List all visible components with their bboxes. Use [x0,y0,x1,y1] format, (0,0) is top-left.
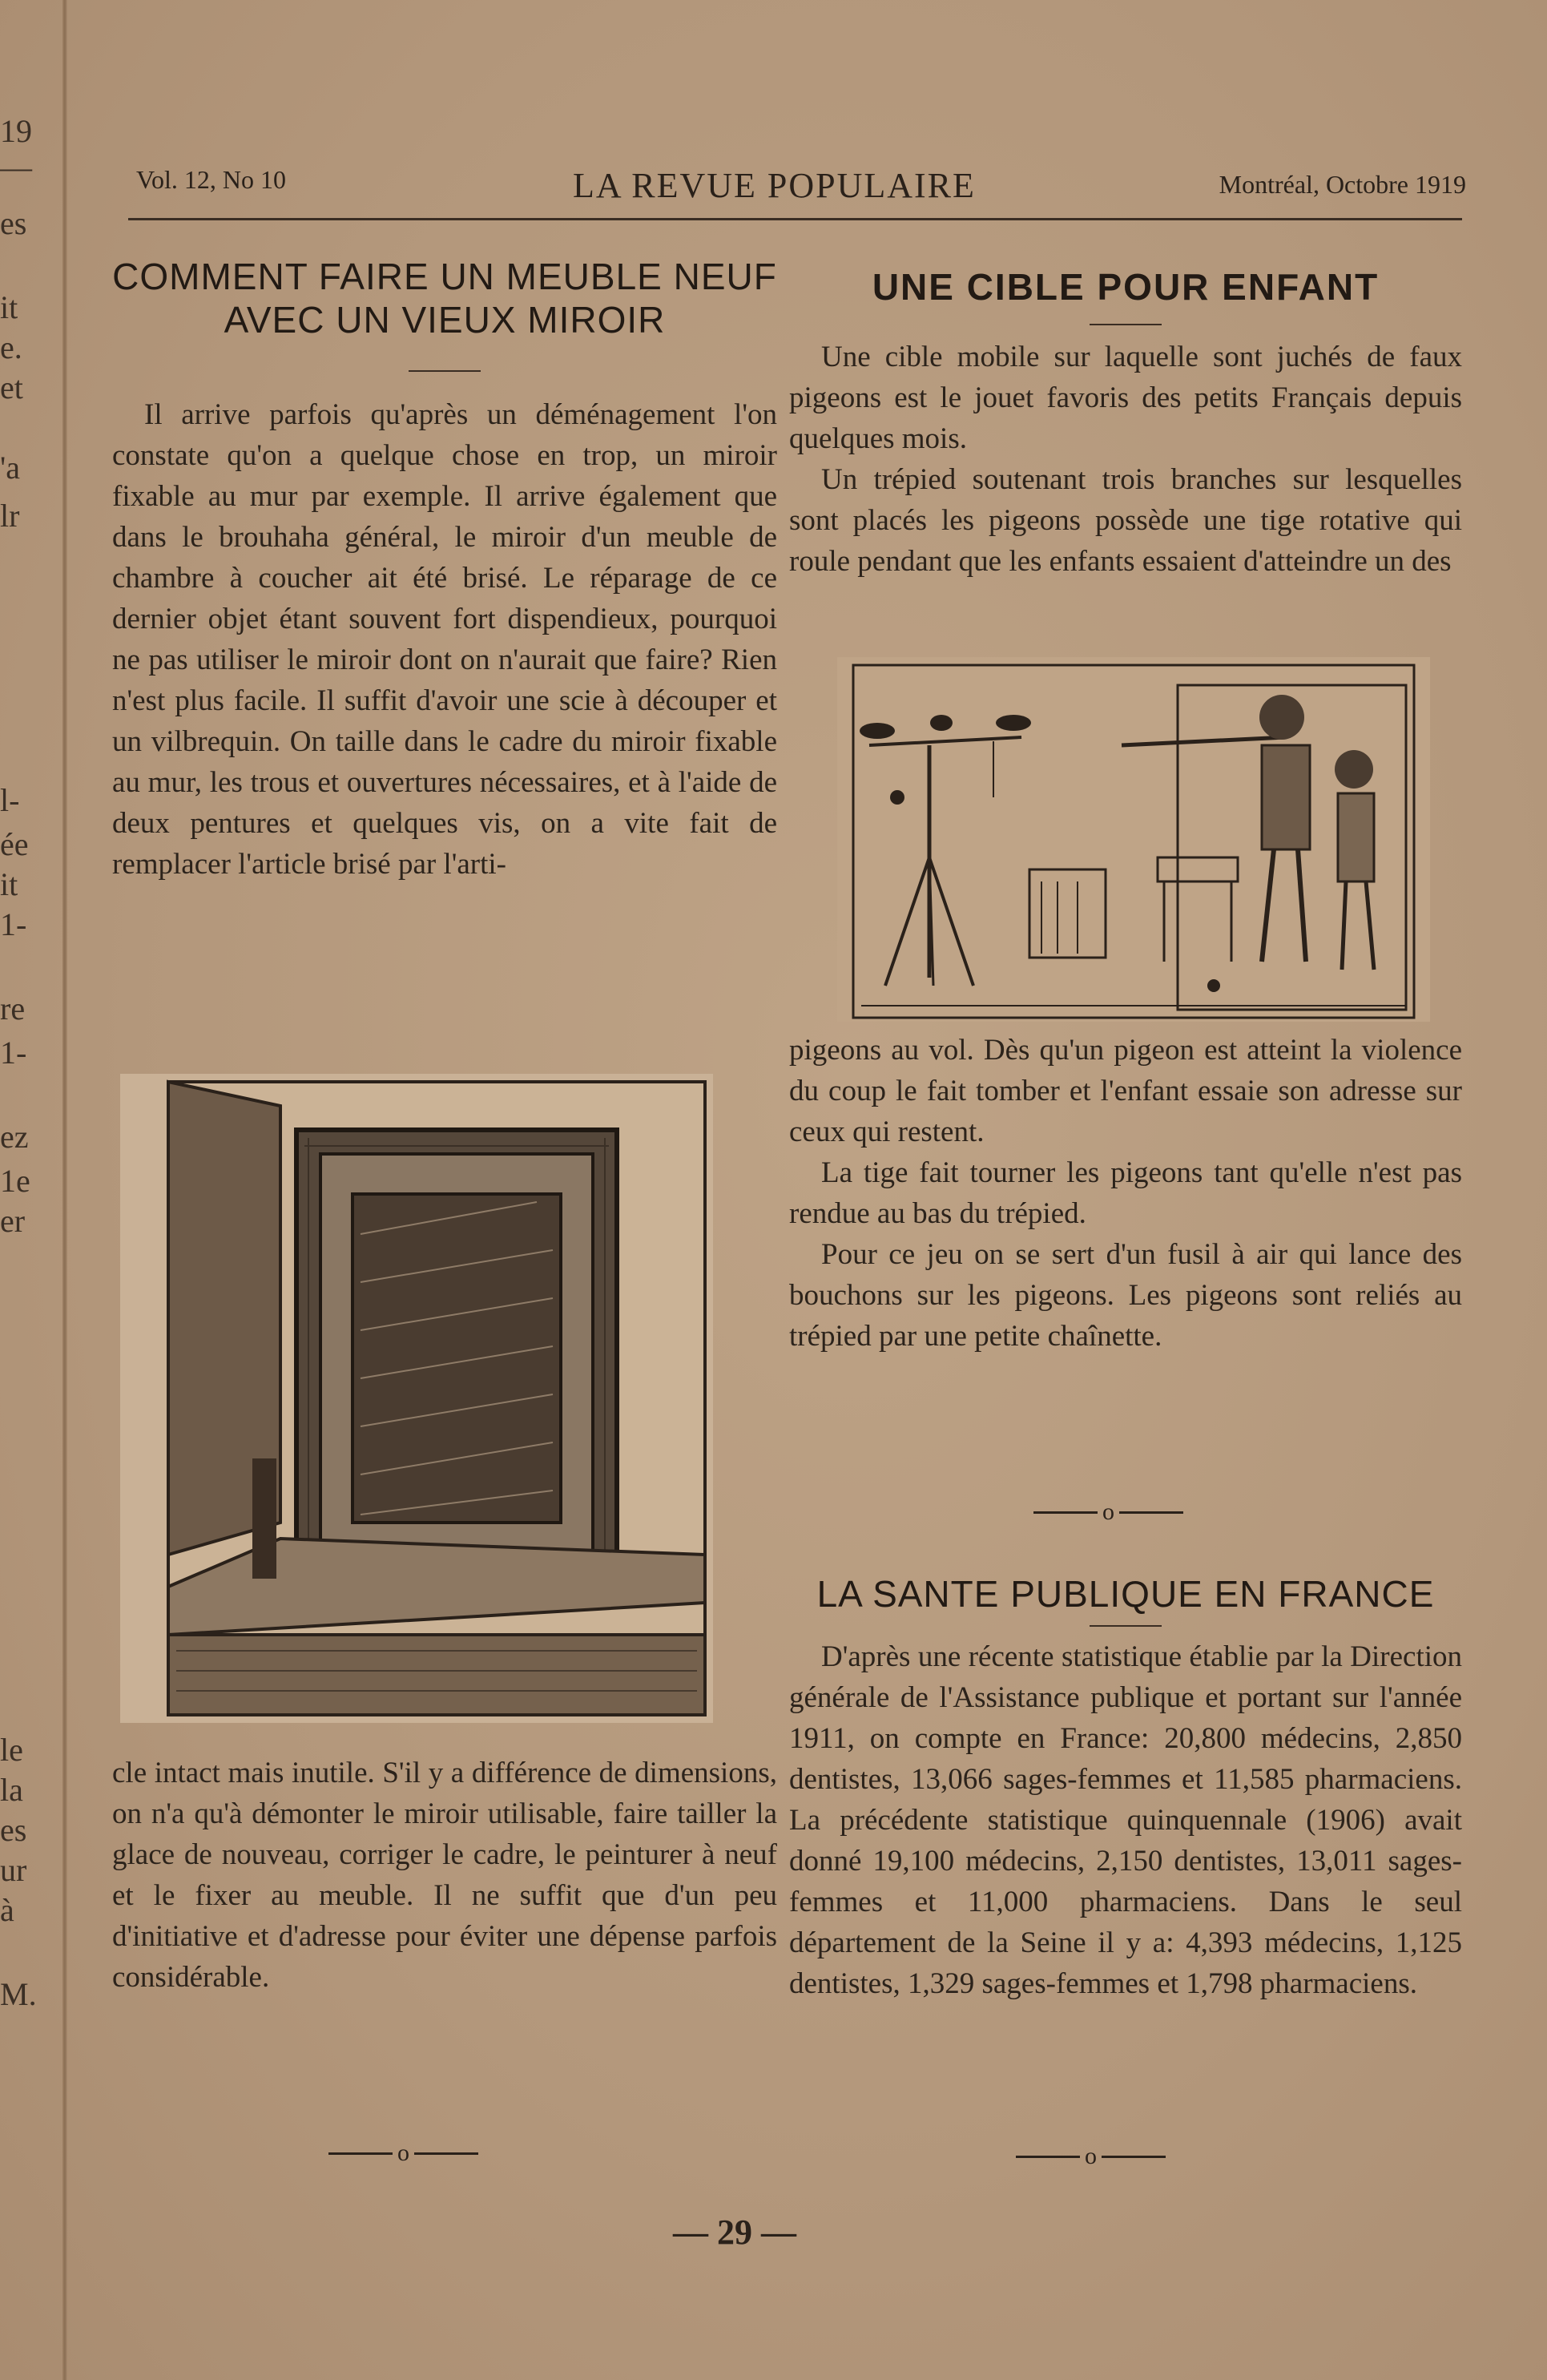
article-public-health [789,1572,1462,2004]
article-paragraph: cle intact mais inutile. S'il y a différence de dimensions, on n'a qu'à démonter le miroir utilisable, faire tailler la glace de nouveau, corriger le cadre, le peinturer à neuf et le fixer au meuble. Il ne suffit que d'un peu d'initiative et d'adresse pour éviter une dépense parfois considérable. [112,1757,777,1994]
margin-fragment: er [0,1203,26,1239]
article-mirror-continued [112,1753,777,1998]
margin-fragment: — [0,149,32,185]
margin-fragment: it [0,866,18,902]
header-rule [128,218,1462,220]
margin-fragment: 1- [0,906,27,942]
margin-fragment: e. [0,329,22,365]
article-title: LA SANTE PUBLIQUE EN FRANCE [816,1573,1435,1615]
margin-fragment: it [0,289,18,325]
margin-fragment: et [0,369,23,405]
article-child-target [789,264,1462,582]
article-child-target-continued [789,1030,1462,1357]
margin-fragment: M. [0,1976,37,2012]
volume-number: Vol. 12, No 10 [136,165,286,194]
article-paragraph: Il arrive parfois qu'après un déménagement l'on constate qu'on a quelque chose en trop, un miroir fixable au mur par exemple. Il arrive également que dans le brouhaha général, le miroir d'un meuble de chambre à coucher ait été brisé. Le réparage de ce dernier objet étant souvent fort dispendieux, pourquoi ne pas utiliser le miroir dont on n'aurait que faire? Rien n'est plus facile. Il suffit d'avoir une scie à découper et un vilbrequin. On taille dans le cadre du miroir fixable au mur, les trous et ouvertures nécessaires, et à l'aide de deux pentures et quelques vis, on a vite fait de remplacer l'article brisé par l'arti- [112,398,777,881]
issue-date: Montréal, Octobre 1919 [1219,170,1466,199]
article-title-line2: AVEC UN VIEUX MIROIR [224,299,666,341]
article-paragraph: D'après une récente statistique établie par la Direction générale de l'Assistance publique et portant sur l'année 1911, on compte en France: 20,800 médecins, 2,850 dentistes, 13,066 sages-femmes et 11,585 pharmaciens. La précédente statistique quinquennale (1906) avait donné 19,100 médecins, 2,150 dentistes, 13,011 sages-femmes et 11,000 pharmaciens. Dans le seul département de la Seine il y a: 4,393 médecins, 1,125 dentistes, 1,329 sages-femmes et 1,798 pharmaciens. [789,1640,1462,2000]
margin-fragment: la [0,1772,23,1808]
article-title: UNE CIBLE POUR ENFANT [872,266,1380,308]
margin-fragment: à [0,1892,14,1928]
section-separator: o [1033,1497,1183,1526]
article-paragraph: La tige fait tourner les pigeons tant qu'elle n'est pas rendue au bas du trépied. [789,1156,1462,1230]
page-number: — 29 — [673,2213,796,2252]
mirror-furniture-illustration [120,1074,713,1723]
article-mirror-furniture [112,255,777,885]
margin-fragment: ée [0,826,29,862]
margin-fragment: ez [0,1119,29,1155]
margin-fragment: 1- [0,1035,27,1071]
title-rule [409,370,481,372]
margin-fragment: ur [0,1852,27,1888]
facing-page-edge [0,0,76,2380]
margin-fragment: re [0,990,26,1027]
margin-fragment: es [0,1812,27,1848]
title-rule [1090,324,1162,325]
article-title-line1: COMMENT FAIRE UN MEUBLE NEUF [112,256,777,297]
article-paragraph: pigeons au vol. Dès qu'un pigeon est atteint la violence du coup le fait tomber et l'enfant essaie son adresse sur ceux qui restent. [789,1034,1462,1148]
section-separator: o [1016,2141,1166,2170]
article-paragraph: Un trépied soutenant trois branches sur lesquelles sont placés les pigeons possède une tige rotative qui roule pendant que les enfants essaient d'atteindre un des [789,463,1462,578]
child-target-illustration [837,657,1430,1022]
title-rule [1090,1625,1162,1627]
article-paragraph: Une cible mobile sur laquelle sont juchés de faux pigeons est le jouet favoris des petits Français depuis quelques mois. [789,341,1462,455]
margin-fragment: l- [0,782,20,818]
margin-fragment: 'a [0,450,20,486]
page-fold [62,0,67,2380]
article-paragraph: Pour ce jeu on se sert d'un fusil à air qui lance des bouchons sur les pigeons. Les pigeons sont reliés au trépied par une petite chaînette. [789,1238,1462,1353]
margin-fragment: es [0,205,27,241]
publication-title: LA REVUE POPULAIRE [573,166,976,205]
margin-fragment: le [0,1732,23,1768]
margin-fragment: 19 [0,113,32,149]
running-header [128,160,1466,216]
section-separator: o [328,2138,478,2167]
margin-fragment: lr [0,498,20,534]
margin-fragment: 1e [0,1163,30,1199]
